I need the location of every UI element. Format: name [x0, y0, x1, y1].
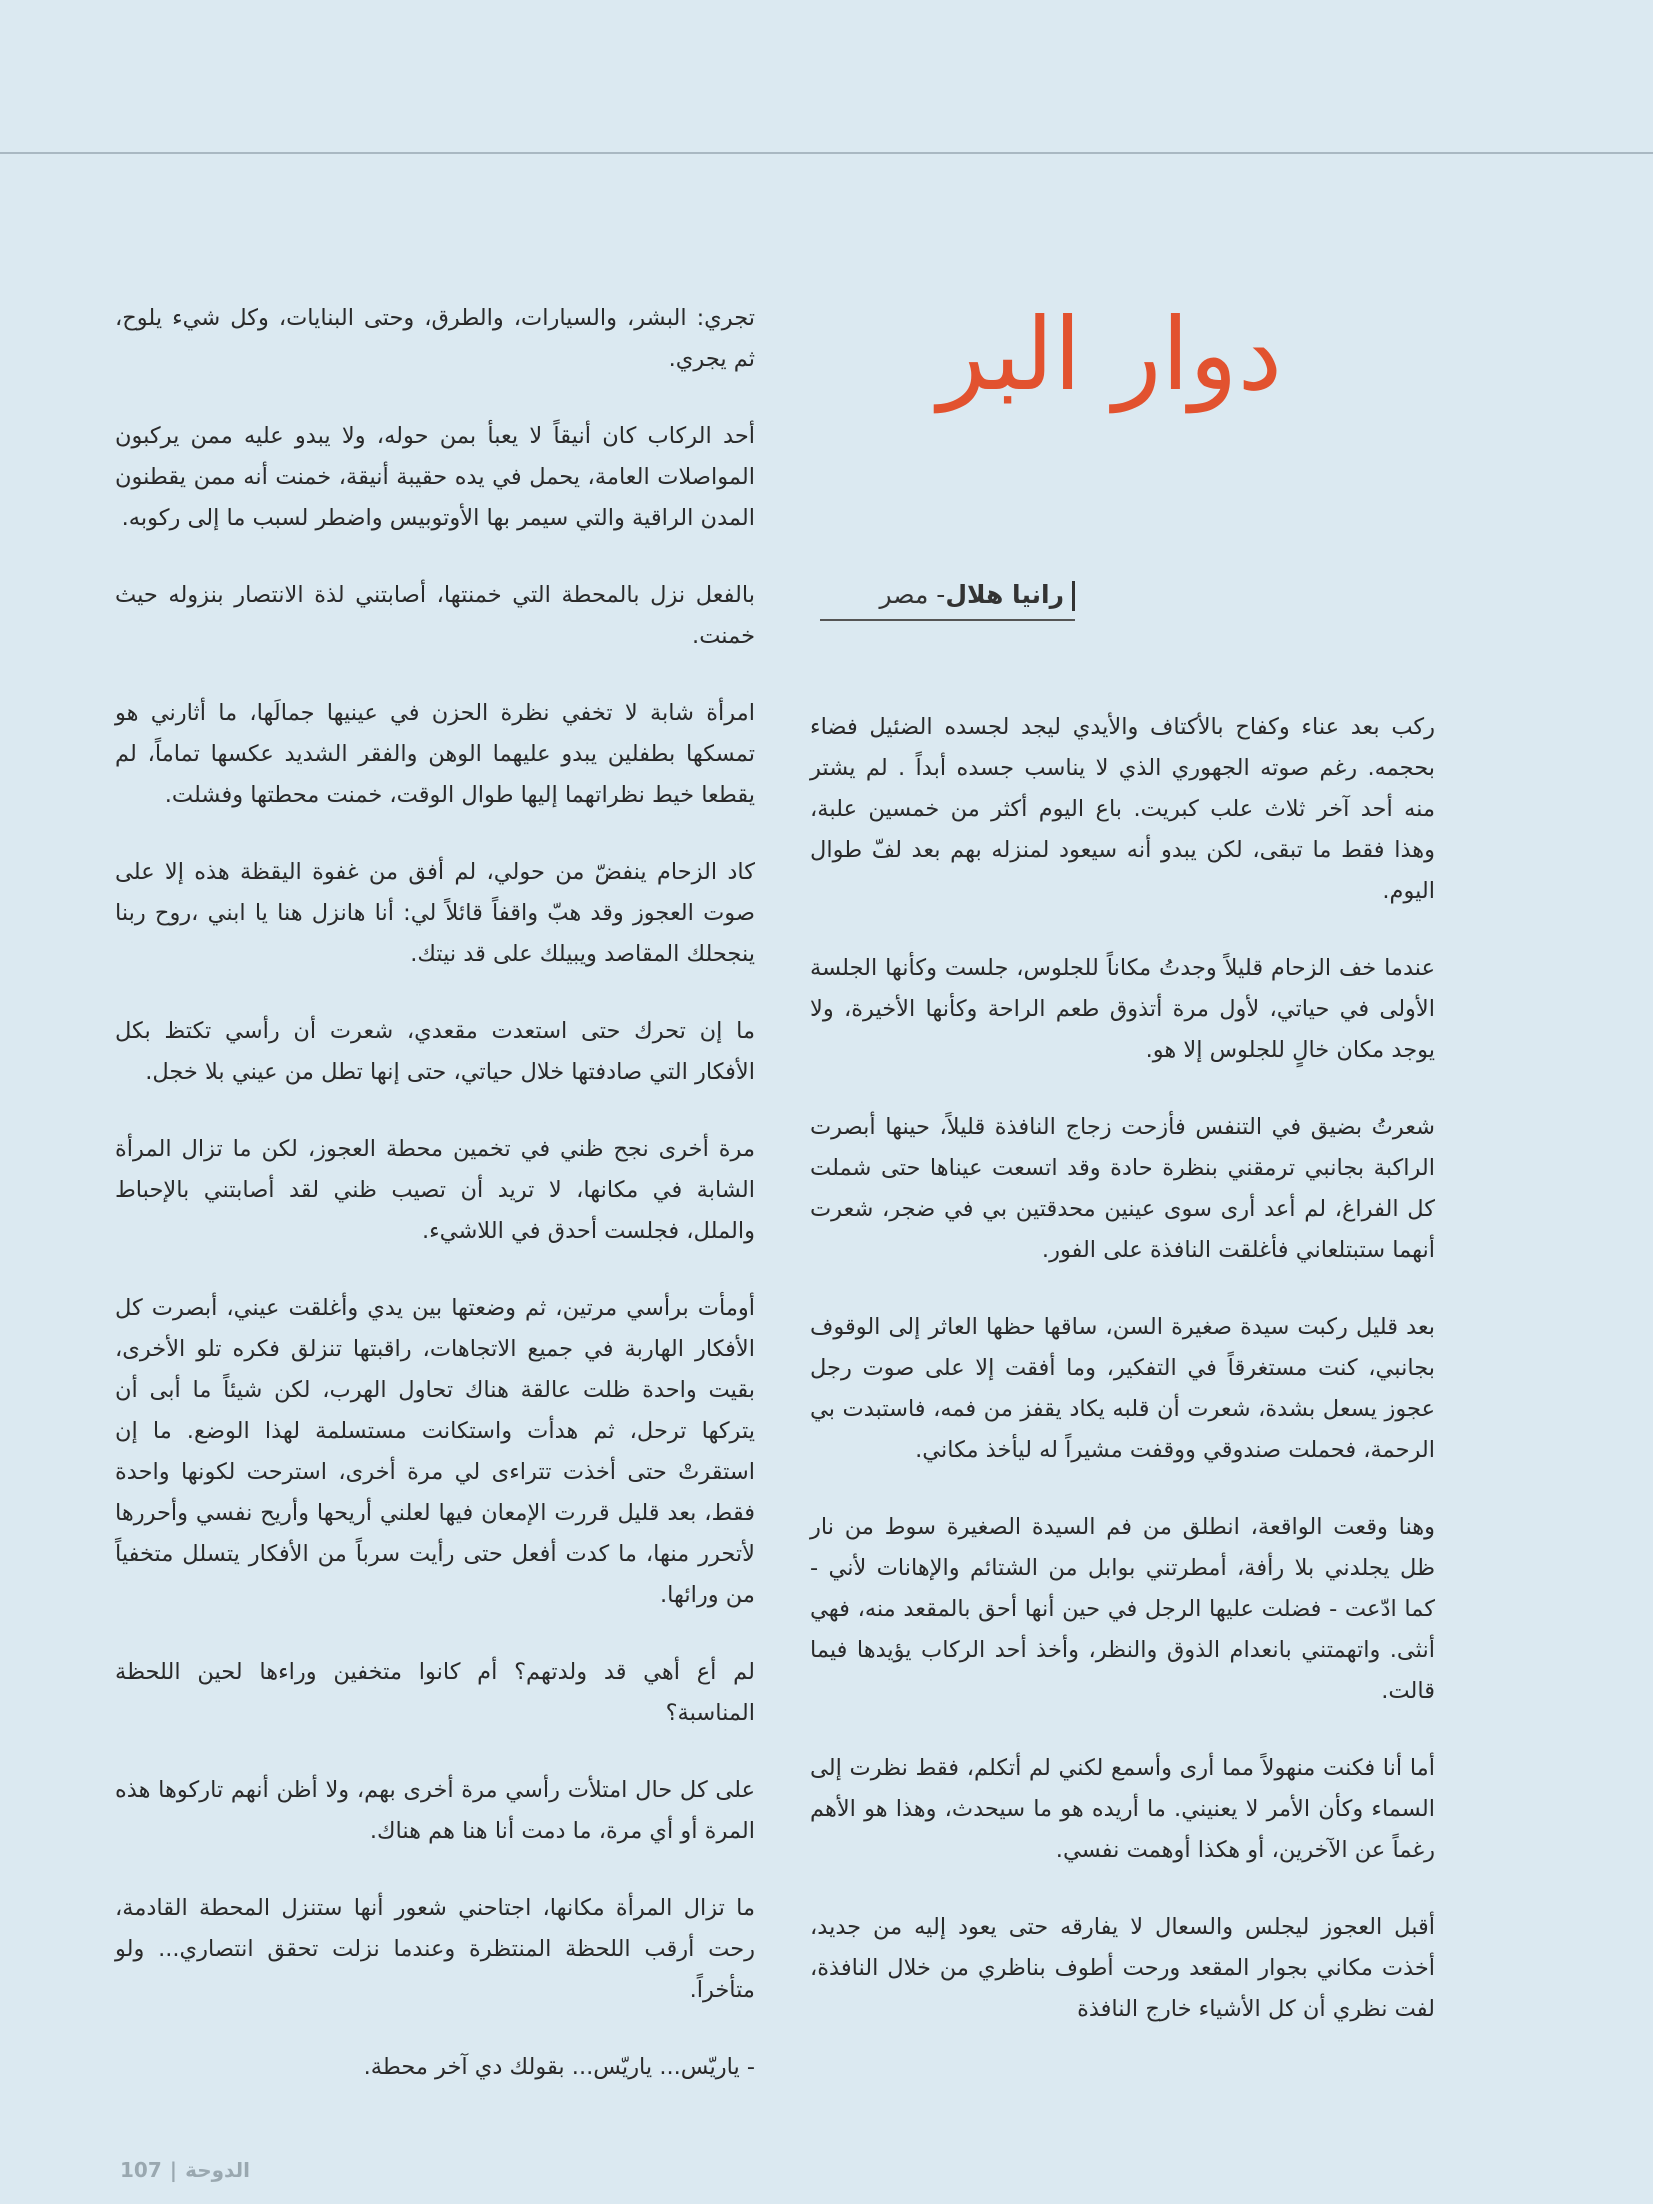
paragraph: بعد قليل ركبت سيدة صغيرة السن، ساقها حظها العاثر إلى الوقوف بجانبي، كنت مستغرقاً في التفكير، وما أفقت إلا على صوت رجل عجوز يسعل بشدة، شعرت أن قلبه يكاد يقفز من فمه، فاستبدت بي الرحمة، فحملت صندوقي ووقفت مشيراً له ليأخذ مكاني.: [810, 1314, 1435, 1463]
paragraph: لم أع أهي قد ولدتهم؟ أم كانوا متخفين وراءها لحين اللحظة المناسبة؟: [115, 1659, 755, 1726]
article-title: دوار البر: [937, 296, 1283, 413]
paragraph: أومأت برأسي مرتين، ثم وضعتها بين يدي وأغلقت عيني، أبصرت كل الأفكار الهاربة في جميع الاتجاهات، راقبتها تنزلق فكره تلو الأخرى، بقيت واحدة ظلت عالقة هناك تحاول الهرب، لكن شيئاً ما أبى أن يتركها ترحل، ثم هدأت واستكانت مستسلمة لهذا الوضع. ما إن استقرتْ حتى أخذت تتراءى لي مرة أخرى، استرحت لكونها واحدة فقط، بعد قليل قررت الإمعان فيها لعلني أريحها وأريح نفسي وأحررها لأتحرر منها، ما كدت أفعل حتى رأيت سرباً من الأفكار يتسلل متخفياً من ورائها.: [115, 1295, 755, 1608]
paragraph: وهنا وقعت الواقعة، انطلق من فم السيدة الصغيرة سوط من نار ظل يجلدني بلا رأفة، أمطرتني بوابل من الشتائم والإهانات لأني - كما ادّعت - فضلت عليها الرجل في حين أنها أحق بالمقعد منه، فهي أنثى. واتهمتني بانعدام الذوق والنظر، وأخذ أحد الركاب يؤيدها فيما قالت.: [810, 1514, 1435, 1704]
paragraph: أقبل العجوز ليجلس والسعال لا يفارقه حتى يعود إليه من جديد، أخذت مكاني بجوار المقعد ورحت أطوف بناظري من خلال النافذة، لفت نظري أن كل الأشياء خارج النافذة: [810, 1914, 1435, 2022]
author-country: - مصر: [879, 580, 946, 609]
byline-bar: [1072, 581, 1075, 611]
paragraph: - ياريّس... ياريّس... بقولك دي آخر محطة.: [363, 2054, 755, 2080]
author-name: رانيا هلال: [945, 580, 1064, 609]
footer-separator: |: [169, 2158, 178, 2182]
top-rule: [0, 152, 1653, 154]
paragraph: ما تزال المرأة مكانها، اجتاحني شعور أنها ستنزل المحطة القادمة، رحت أرقب اللحظة المنتظرة وعندما نزلت تحقق انتصاري... ولو متأخراً.: [115, 1895, 755, 2003]
paragraph: مرة أخرى نجح ظني في تخمين محطة العجوز، لكن ما تزال المرأة الشابة في مكانها، لا تريد أن تصيب ظني لقد أصابتني بالإحباط والملل، فجلست أحدق في اللاشيء.: [115, 1136, 755, 1244]
paragraph: تجري: البشر، والسيارات، والطرق، وحتى البنايات، وكل شيء يلوح، ثم يجري.: [115, 305, 755, 372]
page-footer: [120, 2158, 250, 2182]
paragraph: شعرتُ بضيق في التنفس فأزحت زجاج النافذة قليلاً، حينها أبصرت الراكبة بجانبي ترمقني بنظرة حادة وقد اتسعت عيناها حتى شملت كل الفراغ، لم أعد أرى سوى عينين محدقتين بي في ضجر، شعرت أنهما ستبتلعاني فأغلقت النافذة على الفور.: [810, 1114, 1435, 1263]
paragraph: بالفعل نزل بالمحطة التي خمنتها، أصابتني لذة الانتصار بنزوله حيث خمنت.: [115, 582, 755, 649]
left-column: [115, 298, 755, 2124]
paragraph: كاد الزحام ينفضّ من حولي، لم أفق من غفوة اليقظة هذه إلا على صوت العجوز وقد هبّ واقفاً قائلاً لي: أنا هانزل هنا يا ابني ،روح ربنا ينجحلك المقاصد ويبيلك على قد نيتك.: [115, 859, 755, 967]
right-column: [810, 707, 1435, 2066]
author-byline: [820, 580, 1075, 621]
magazine-name: الدوحة: [185, 2158, 250, 2182]
paragraph: أحد الركاب كان أنيقاً لا يعبأ بمن حوله، ولا يبدو عليه ممن يركبون المواصلات العامة، يحمل في يده حقيبة أنيقة، خمنت أنه ممن يقطنون المدن الراقية والتي سيمر بها الأوتوبيس واضطر لسبب ما إلى ركوبه.: [115, 423, 755, 531]
page-number: 107: [120, 2158, 162, 2182]
paragraph: أما أنا فكنت منهولاً مما أرى وأسمع لكني لم أتكلم، فقط نظرت إلى السماء وكأن الأمر لا يعنيني. ما أريده هو ما سيحدث، وهذا هو الأهم رغماً عن الآخرين، أو هكذا أوهمت نفسي.: [810, 1755, 1435, 1863]
paragraph: امرأة شابة لا تخفي نظرة الحزن في عينيها جمالَها، ما أثارني هو تمسكها بطفلين يبدو عليهما الوهن والفقر الشديد عكسها تماماً، لم يقطعا خيط نظراتهما إليها طوال الوقت، خمنت محطتها وفشلت.: [115, 700, 755, 808]
paragraph: ركب بعد عناء وكفاح بالأكتاف والأيدي ليجد لجسده الضئيل فضاء بحجمه. رغم صوته الجهوري الذي لا يناسب جسده أبداً . لم يشتر منه أحد آخر ثلاث علب كبريت. باع اليوم أكثر من خمسين علبة، وهذا فقط ما تبقى، لكن يبدو أنه سيعود لمنزله بهم بعد لفّ طوال اليوم.: [810, 714, 1435, 904]
paragraph: ما إن تحرك حتى استعدت مقعدي، شعرت أن رأسي تكتظ بكل الأفكار التي صادفتها خلال حياتي، حتى إنها تطل من عيني بلا خجل.: [115, 1018, 755, 1085]
paragraph: على كل حال امتلأت رأسي مرة أخرى بهم، ولا أظن أنهم تاركوها هذه المرة أو أي مرة، ما دمت أنا هنا هم هناك.: [115, 1777, 755, 1844]
paragraph: عندما خف الزحام قليلاً وجدتُ مكاناً للجلوس، جلست وكأنها الجلسة الأولى في حياتي، لأول مرة أتذوق طعم الراحة وكأنها الأخيرة، ولا يوجد مكان خالٍ للجلوس إلا هو.: [810, 955, 1435, 1063]
